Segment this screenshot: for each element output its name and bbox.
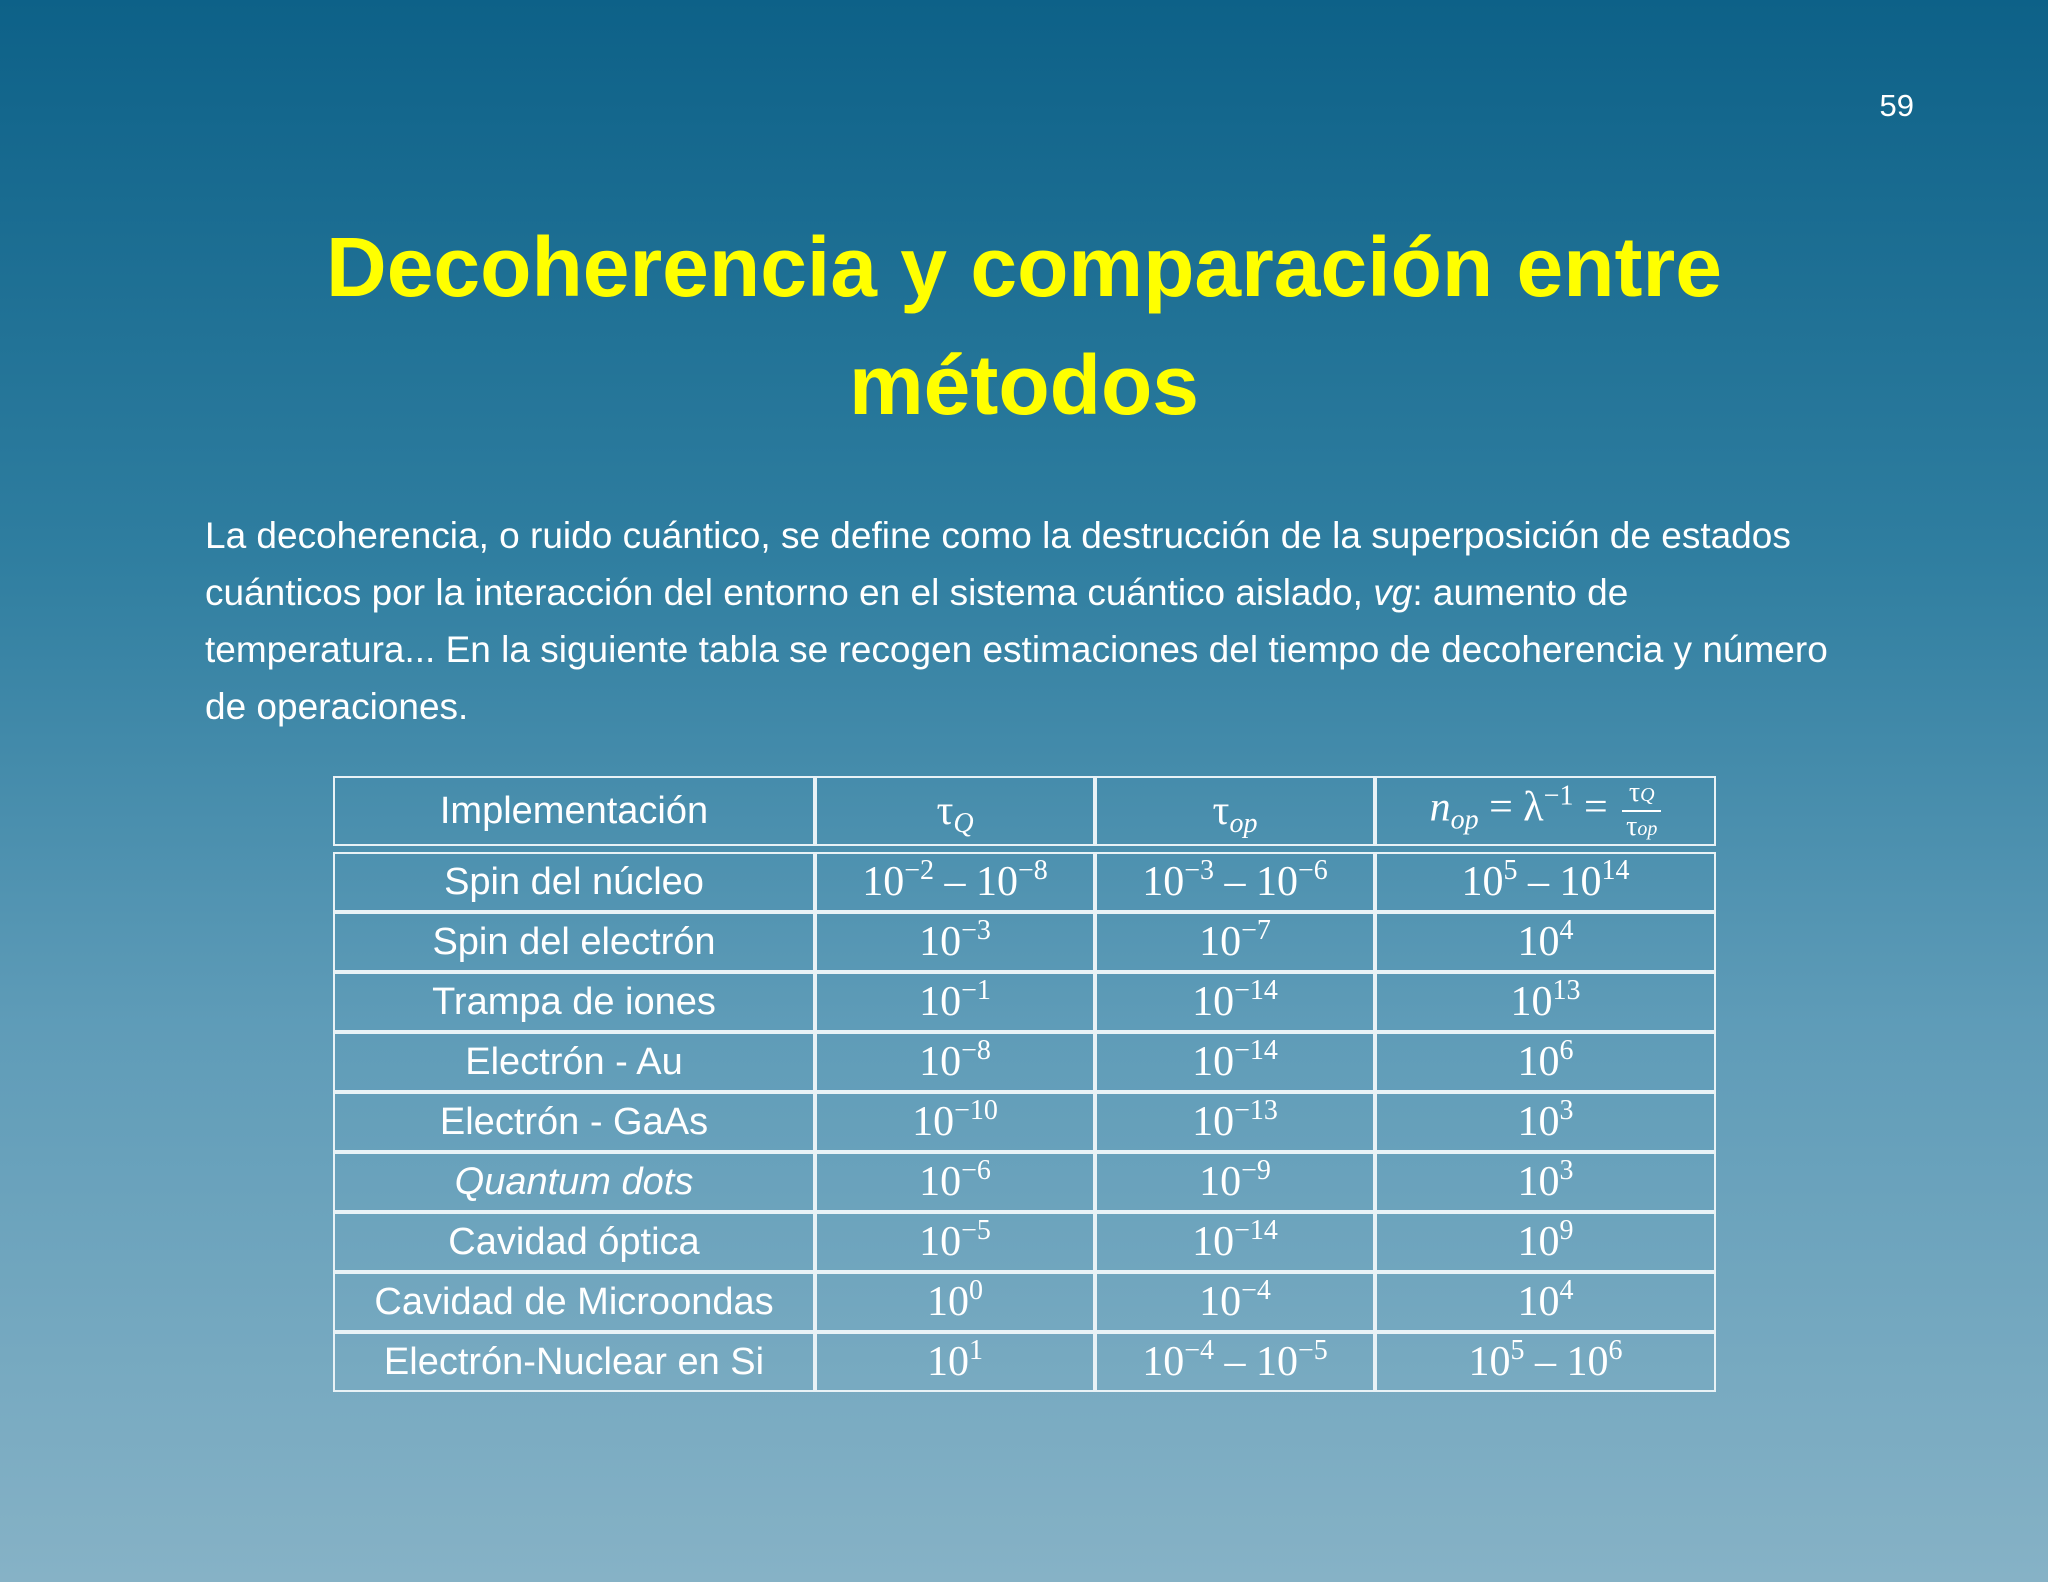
- tau-q-cell: $10^{-2} - 10^{-8}$: [815, 852, 1095, 912]
- table-row: [333, 1332, 1716, 1392]
- tau-op-cell: $10^{-7}$: [1095, 912, 1375, 972]
- implementation-cell: Electrón - GaAs: [333, 1092, 815, 1152]
- header-tau-q: $\tau_Q$: [815, 776, 1095, 846]
- n-op-cell: $10^5 - 10^{14}$: [1375, 852, 1716, 912]
- decoherence-table: [333, 776, 1716, 1392]
- slide-title-line-2: métodos: [848, 338, 1200, 432]
- implementation-cell: Electrón-Nuclear en Si: [333, 1332, 815, 1392]
- tau-op-cell: $10^{-4} - 10^{-5}$: [1095, 1332, 1375, 1392]
- table-row: [333, 852, 1716, 912]
- tau-op-cell: $10^{-14}$: [1095, 972, 1375, 1032]
- tau-q-cell: $10^1$: [815, 1332, 1095, 1392]
- n-op-cell: $10^3$: [1375, 1092, 1716, 1152]
- table-row: [333, 972, 1716, 1032]
- table-row: [333, 1032, 1716, 1092]
- tau-q-cell: $10^{-8}$: [815, 1032, 1095, 1092]
- implementation-cell: Electrón - Au: [333, 1032, 815, 1092]
- table-body: [333, 852, 1716, 1392]
- tau-q-cell: $10^0$: [815, 1272, 1095, 1332]
- n-op-cell: $10^4$: [1375, 1272, 1716, 1332]
- n-op-cell: $10^5 - 10^6$: [1375, 1332, 1716, 1392]
- body-paragraph: [205, 507, 1855, 735]
- slide-title-line-1: Decoherencia y comparación entre: [326, 220, 1722, 314]
- table-row: [333, 1212, 1716, 1272]
- tau-q-cell: $10^{-6}$: [815, 1152, 1095, 1212]
- table-header-row: [333, 776, 1716, 846]
- body-text-vg: vg: [1373, 572, 1413, 613]
- tau-op-cell: $10^{-13}$: [1095, 1092, 1375, 1152]
- implementation-cell: Quantum dots: [333, 1152, 815, 1212]
- n-op-fraction: $\frac{\tau Q}{\text{τop}}$: [1622, 778, 1661, 844]
- header-tau-op: $\tau_{op}$: [1095, 776, 1375, 846]
- table-row: [333, 912, 1716, 972]
- body-text-start: La decoherencia, o ruido cuántico, se define como la destrucción de la superposición de estados cuánticos por la interacción del entorno en el sistema cuántico aislado,: [205, 515, 1791, 613]
- header-n-op: $n_{op} = \lambda^{-1}$ = $\frac{\tau Q}{\text{τop}}$: [1375, 776, 1716, 846]
- tau-op-cell: $10^{-9}$: [1095, 1152, 1375, 1212]
- slide-title: [0, 208, 2048, 444]
- table-row: [333, 1272, 1716, 1332]
- n-op-cell: $10^9$: [1375, 1212, 1716, 1272]
- n-op-cell: $10^{13}$: [1375, 972, 1716, 1032]
- n-op-cell: $10^6$: [1375, 1032, 1716, 1092]
- table-row: [333, 1152, 1716, 1212]
- tau-q-cell: $10^{-5}$: [815, 1212, 1095, 1272]
- header-implementation: Implementación: [333, 776, 815, 846]
- table-row: [333, 1092, 1716, 1152]
- tau-op-cell: $10^{-14}$: [1095, 1032, 1375, 1092]
- n-op-cell: $10^4$: [1375, 912, 1716, 972]
- tau-q-cell: $10^{-1}$: [815, 972, 1095, 1032]
- tau-q-cell: $10^{-10}$: [815, 1092, 1095, 1152]
- implementation-cell: Cavidad óptica: [333, 1212, 815, 1272]
- tau-op-cell: $10^{-3} - 10^{-6}$: [1095, 852, 1375, 912]
- tau-q-cell: $10^{-3}$: [815, 912, 1095, 972]
- n-op-cell: $10^3$: [1375, 1152, 1716, 1212]
- implementation-cell: Cavidad de Microondas: [333, 1272, 815, 1332]
- tau-op-cell: $10^{-14}$: [1095, 1212, 1375, 1272]
- implementation-cell: Trampa de iones: [333, 972, 815, 1032]
- page-number: 59: [1879, 88, 1914, 123]
- body-text-end: : aumento de temperatura... En la siguiente tabla se recogen estimaciones del tiempo de decoherencia y número de operaciones.: [205, 572, 1828, 727]
- implementation-cell: Spin del núcleo: [333, 852, 815, 912]
- implementation-cell: Spin del electrón: [333, 912, 815, 972]
- tau-op-cell: $10^{-4}$: [1095, 1272, 1375, 1332]
